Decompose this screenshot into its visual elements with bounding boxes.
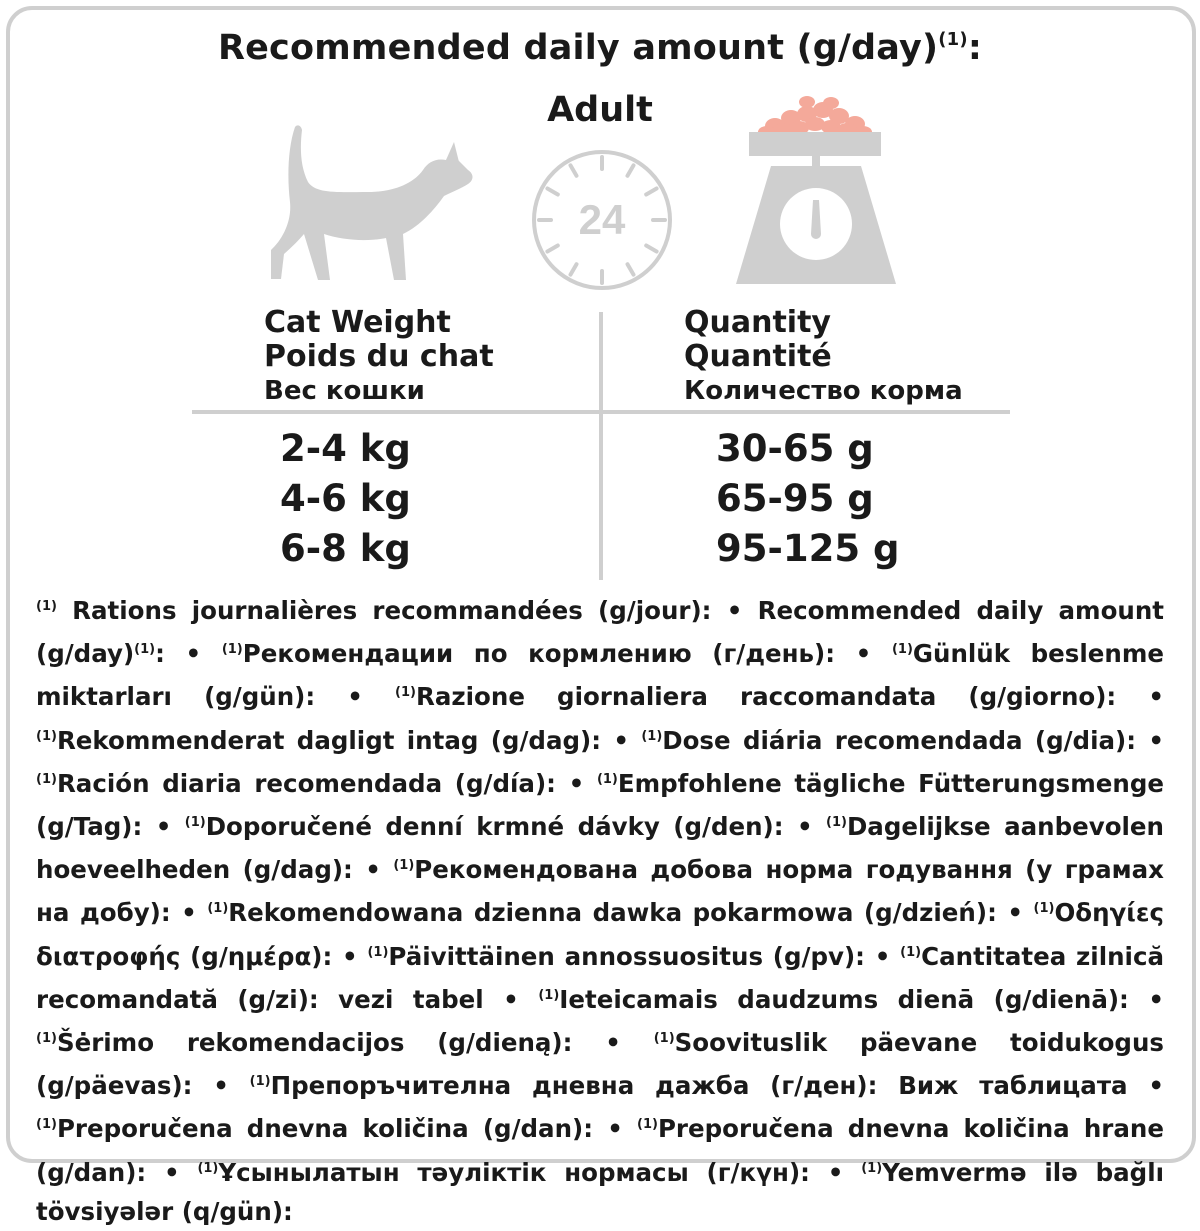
footnote-mark: (1) [221, 642, 243, 658]
quantity-column-header [684, 306, 963, 408]
food-scale-icon [733, 96, 899, 286]
table-cell-quantity: 95-125 g [716, 527, 900, 570]
footnote-mark: (1) [641, 728, 663, 744]
table-cell-weight: 6-8 kg [280, 527, 411, 570]
quantity-header-fr: Quantité [684, 339, 832, 374]
footnote-segment: Preporučena dnevna količina (g/dan): • [56, 1114, 638, 1144]
24-hour-clock-icon [530, 148, 674, 292]
footnote-translations [36, 587, 1164, 1231]
footnote-mark: (1) [637, 1117, 658, 1133]
footnote-mark: (1) [826, 815, 847, 831]
footnote-segment: Dagelijkse aanbevolen hoeveelheden (g/dag): • [36, 812, 1164, 885]
clock-label: 24 [578, 196, 626, 243]
page-title [0, 28, 1200, 68]
quantity-header-ru: Количество корма [684, 376, 963, 406]
footnote-segment: Yemvermə ilə bağlı tövsiyələr (q/gün): [36, 1157, 1164, 1226]
footnote-mark: (1) [36, 728, 57, 744]
footnote-mark: (1) [900, 944, 922, 960]
footnote-mark: (1) [393, 858, 415, 874]
footnote-mark: (1) [367, 944, 389, 960]
footnote-segment: Οδηγίες διατροφής (g/ημέρα): • [36, 898, 1164, 971]
footnote-mark: (1) [891, 642, 913, 658]
footnote-segment: Dose diária recomendada (g/dia): • [662, 725, 1164, 755]
footnote-mark: (1) [395, 685, 416, 701]
title-footnote-mark: (1) [938, 29, 968, 50]
weight-header-en: Cat Weight [264, 305, 451, 340]
footnote-segment: Empfohlene tägliche Fütterungsmenge (g/Tag): • [36, 768, 1164, 842]
weight-header-ru: Вес кошки [264, 376, 425, 406]
footnote-segment: Рекомендации по кормлению (г/день): • [242, 639, 892, 669]
table-cell-weight: 2-4 kg [280, 427, 411, 470]
quantity-header-en: Quantity [684, 305, 831, 340]
footnote-segment: Препоръчителна дневна дажба (г/ден): Виж таблицата • [270, 1071, 1164, 1101]
footnote-segment: Šėrimo rekomendacijos (g/dieną): • [56, 1028, 654, 1058]
title-suffix: : [967, 28, 983, 68]
footnote-segment: Ración diaria recomendada (g/día): • [56, 768, 597, 798]
weight-column [280, 424, 411, 574]
footnote-segment: Päivittäinen annossuositus (g/pv): • [388, 941, 901, 971]
footnote-segment: Günlük beslenme miktarları (g/gün): • [36, 639, 1164, 712]
quantity-column [716, 424, 899, 574]
table-cell-quantity: 30-65 g [716, 427, 874, 470]
header-divider [192, 410, 1010, 414]
footnote-segment: Rekomendowana dzienna dawka pokarmowa (g/dzień): • [228, 898, 1034, 928]
footnote-segment: Cantitatea zilnică recomandată (g/zi): vezi tabel • [36, 941, 1164, 1014]
table-cell-weight: 4-6 kg [280, 477, 411, 520]
weight-column-header [264, 306, 494, 408]
footnote-segment: Preporučena dnevna količina hrane (g/dan): • [36, 1114, 1164, 1187]
weight-header-fr: Poids du chat [264, 339, 494, 374]
footnote-mark: (1) [184, 815, 206, 831]
footnote-segment: Ieteicamais daudzums dienā (g/dienā): • [559, 984, 1164, 1014]
footnote-segment: Rations journalières recommandées (g/jour): • Recommended daily amount (g/day) [36, 596, 1164, 669]
footnote-mark: (1) [861, 1160, 883, 1176]
footnote-mark: (1) [36, 599, 57, 614]
footnote-mark: (1) [596, 771, 618, 787]
footnote-segment: Rekommenderat dagligt intag (g/dag): • [56, 725, 642, 755]
footnote-segment: : • [155, 639, 222, 669]
footnote-mark: (1) [36, 1031, 57, 1047]
footnote-mark: (1) [197, 1160, 219, 1176]
footnote-mark: (1) [207, 901, 229, 917]
footnote-mark: (1) [134, 642, 156, 658]
footnote-segment: Doporučené denní krmné dávky (g/den): • [205, 812, 827, 842]
footnote-mark: (1) [653, 1031, 675, 1047]
footnote-mark: (1) [1033, 901, 1055, 917]
footnote-mark: (1) [249, 1074, 271, 1090]
title-text: Recommended daily amount (g/day) [217, 28, 939, 68]
footnote-mark: (1) [36, 771, 57, 787]
column-divider [599, 312, 603, 580]
footnote-segment: Рекомендована добова норма годування (у грамах на добу): • [36, 855, 1164, 928]
life-stage-label: Adult [547, 90, 653, 130]
footnote-segment: Soovituslik päevane toidukogus (g/päevas): • [36, 1028, 1164, 1101]
cat-silhouette-icon [268, 122, 478, 284]
footnote-mark: (1) [538, 987, 560, 1003]
footnote-segment: Ұсынылатын тәуліктік нормасы (г/күн): • [218, 1157, 862, 1187]
footnote-segment: Razione giornaliera raccomandata (g/giorno): • [415, 682, 1164, 712]
table-cell-quantity: 65-95 g [716, 477, 874, 520]
footnote-mark: (1) [36, 1117, 57, 1133]
